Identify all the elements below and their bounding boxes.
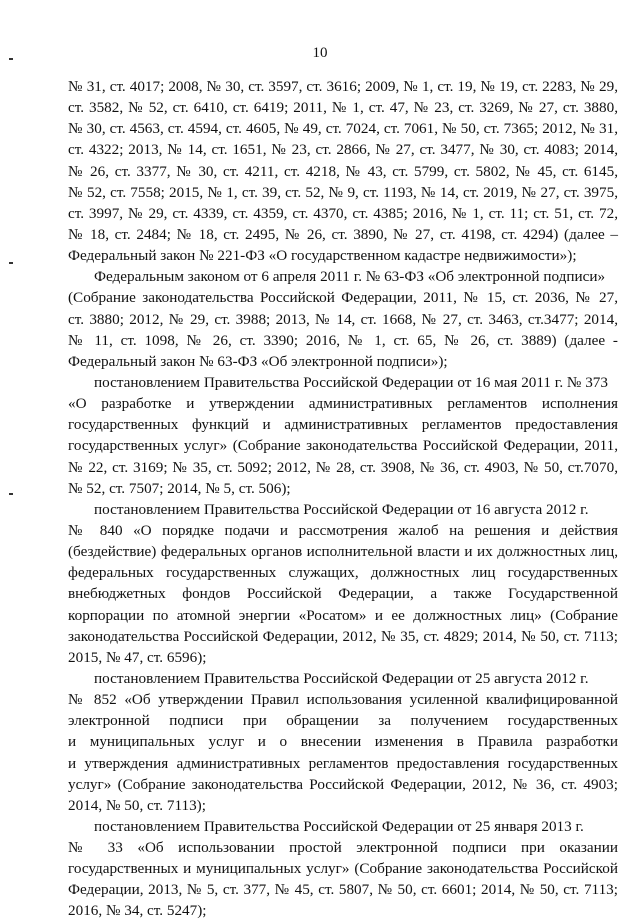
text-line: № 852 «Об утверждении Правил использования усиленной квалифицированной bbox=[68, 691, 618, 709]
scan-mark bbox=[9, 493, 13, 495]
text-line: ст. 3582, № 52, ст. 6410, ст. 6419; 2011, № 1, ст. 47, № 23, ст. 3269, № 27, ст. 3880, bbox=[68, 99, 618, 117]
text-line: внебюджетных фондов Российской Федерации, а также Государственной bbox=[68, 585, 618, 603]
text-line: федеральных государственных служащих, должностных лиц государственных bbox=[68, 564, 618, 582]
text-line: ст. 3880; 2012, № 29, ст. 3988; 2013, № 14, ст. 1668, № 27, ст. 3463, ст.3477; 2014, bbox=[68, 310, 618, 328]
text-line: и муниципальных услуг и о внесении изменения в Правила разработки bbox=[68, 733, 618, 751]
text-line: Федерации, 2013, № 5, ст. 377, № 45, ст. 5807, № 50, ст. 6601; 2014, № 50, ст. 7113; bbox=[68, 881, 618, 899]
text-line: № 33 «Об использовании простой электронной подписи при оказании bbox=[68, 839, 618, 857]
text-line: постановлением Правительства Российской Федерации от 25 августа 2012 г. bbox=[94, 669, 589, 687]
text-line: № 840 «О порядке подачи и рассмотрения жалоб на решения и действия bbox=[68, 521, 618, 539]
text-line: № 11, ст. 1098, № 26, ст. 3390; 2016, № 1, ст. 65, № 26, ст. 3889) (далее - bbox=[68, 331, 618, 349]
text-line: «О разработке и утверждении административных регламентов исполнения bbox=[68, 395, 618, 413]
text-line: постановлением Правительства Российской Федерации от 16 мая 2011 г. № 373 bbox=[94, 373, 608, 391]
text-line: ст. 3997, № 29, ст. 4339, ст. 4359, ст. 4370, ст. 4385; 2016, № 1, ст. 11; ст. 51, ст. 72, bbox=[68, 204, 618, 222]
text-line: № 18, ст. 2484; № 18, ст. 2495, № 26, ст. 3890, № 27, ст. 4198, ст. 4294) (далее – bbox=[68, 225, 618, 243]
text-line: Федеральный закон № 63-ФЗ «Об электронной подписи»); bbox=[68, 352, 448, 370]
text-line: (бездействие) федеральных органов исполнительной власти и их должностных лиц, bbox=[68, 543, 618, 561]
text-line: корпорации по атомной энергии «Росатом» и ее должностных лиц» (Собрание bbox=[68, 606, 618, 624]
text-line: № 22, ст. 3169; № 35, ст. 5092; 2012, № 28, ст. 3908, № 36, ст. 4903, № 50, ст.7070, bbox=[68, 458, 618, 476]
text-line: электронной подписи при обращении за получением государственных bbox=[68, 712, 618, 730]
text-line: № 52, ст. 7558; 2015, № 1, ст. 39, ст. 52, № 9, ст. 1193, № 14, ст. 2019, № 27, ст. 3975, bbox=[68, 183, 618, 201]
text-line: государственных функций и административных регламентов предоставления bbox=[68, 416, 618, 434]
text-line: 2014, № 50, ст. 7113); bbox=[68, 796, 206, 814]
text-line: услуг» (Собрание законодательства Российской Федерации, 2012, № 36, ст. 4903; bbox=[68, 775, 618, 793]
text-line: ст. 4322; 2013, № 14, ст. 1651, № 23, ст. 2866, № 27, ст. 3477, № 30, ст. 4083; 2014, bbox=[68, 141, 618, 159]
page-number: 10 bbox=[312, 45, 328, 61]
text-line: законодательства Российской Федерации, 2012, № 35, ст. 4829; 2014, № 50, ст. 7113; bbox=[68, 627, 618, 645]
text-line: 2015, № 47, ст. 6596); bbox=[68, 648, 207, 666]
text-line: Федеральный закон № 221-ФЗ «О государственном кадастре недвижимости»); bbox=[68, 247, 577, 265]
text-line: № 52, ст. 7507; 2014, № 5, ст. 506); bbox=[68, 479, 291, 497]
text-line: 2016, № 34, ст. 5247); bbox=[68, 902, 207, 920]
text-line: № 31, ст. 4017; 2008, № 30, ст. 3597, ст. 3616; 2009, № 1, ст. 19, № 19, ст. 2283, № 29, bbox=[68, 78, 618, 95]
text-line: постановлением Правительства Российской Федерации от 16 августа 2012 г. bbox=[94, 500, 589, 518]
text-line: Федеральным законом от 6 апреля 2011 г. № 63-ФЗ «Об электронной подписи» bbox=[94, 268, 606, 286]
text-line: № 30, ст. 4563, ст. 4594, ст. 4605, № 49, ст. 7024, ст. 7061, № 50, ст. 7365; 2012, № 31, bbox=[68, 120, 618, 138]
scan-mark bbox=[9, 262, 13, 264]
text-line: № 26, ст. 3377, № 30, ст. 4211, ст. 4218, № 43, ст. 5799, ст. 5802, № 45, ст. 6145, bbox=[68, 162, 618, 180]
body-text bbox=[68, 76, 618, 922]
text-line: государственных и муниципальных услуг» (Собрание законодательства Российской bbox=[68, 860, 618, 878]
text-line: (Собрание законодательства Российской Федерации, 2011, № 15, ст. 2036, № 27, bbox=[68, 289, 618, 307]
text-line: и утверждения административных регламентов предоставления государственных bbox=[68, 754, 618, 772]
text-line: постановлением Правительства Российской Федерации от 25 января 2013 г. bbox=[94, 817, 584, 835]
text-line: государственных услуг» (Собрание законодательства Российской Федерации, 2011, bbox=[68, 437, 618, 455]
